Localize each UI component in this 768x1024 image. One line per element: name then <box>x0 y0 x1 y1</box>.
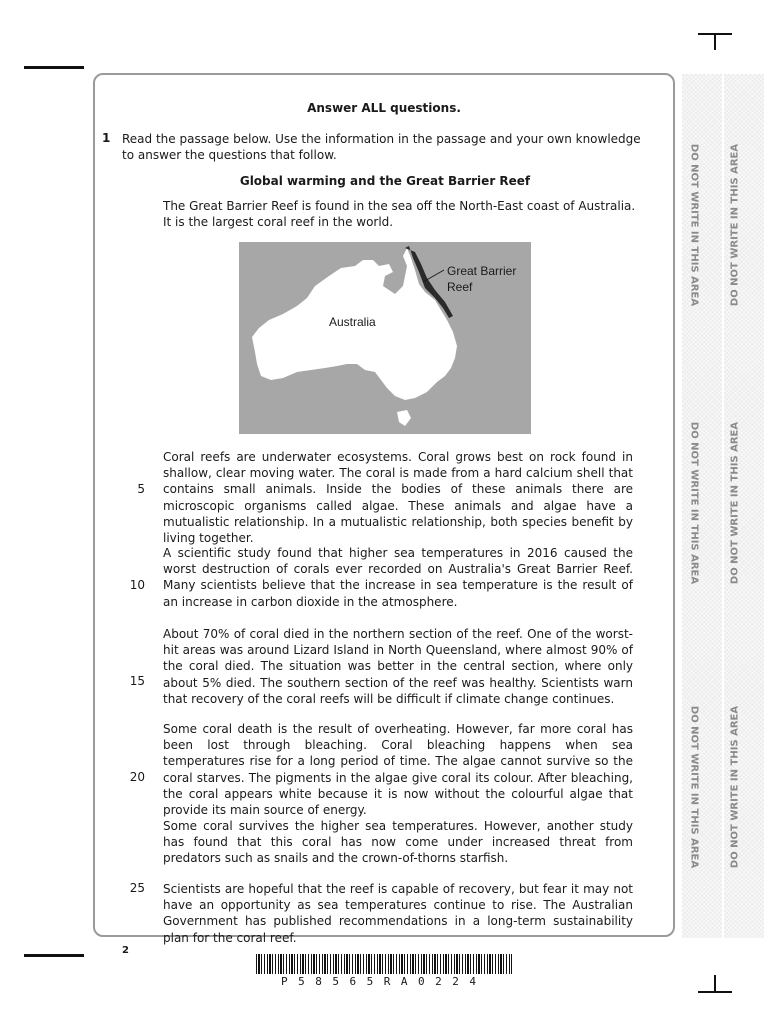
margin-warning-2b: DO NOT WRITE IN THIS AREA <box>729 421 741 585</box>
line-number-25: 25 <box>129 881 145 895</box>
line-number-10: 10 <box>129 578 145 592</box>
instruction-heading: Answer ALL questions. <box>307 101 461 115</box>
paragraph-1: Coral reefs are underwater ecosystems. Coral grows best on rock found in shallow, clear moving water. The coral is made from a hard calcium shell that contains small animals. Inside the bodies of these animals there are microscopic organisms called algae. These animals and algae have a mutualistic relationship. In a mutualistic relationship, both species benefit by living together. <box>163 450 633 546</box>
page-number: 2 <box>122 945 129 956</box>
passage-opening-line-2: It is the largest coral reef in the world. <box>163 215 394 229</box>
paragraph-4: Some coral death is the result of overheating. However, far more coral has been lost through bleaching. Coral bleaching happens when sea temperatures rise for a long period of time. The algae cannot survive so the coral starves. The pigments in the algae give coral its colour. After bleaching, the coral appears white because it is now without the colourful algae that provide its main source of energy. <box>163 722 633 818</box>
map-label-reef-line-1: Great Barrier <box>447 264 517 278</box>
margin-warning-3b: DO NOT WRITE IN THIS AREA <box>729 705 741 869</box>
barcode-number: P58565RA0224 <box>281 975 487 988</box>
paragraph-6: Scientists are hopeful that the reef is capable of recovery, but fear it may not have an opportunity as sea temperatures continue to rise. The Australian Government has published recommendations in a long-term sustainability plan for the coral reef. <box>163 882 633 945</box>
australia-map <box>239 242 531 434</box>
question-intro-line-2: to answer the questions that follow. <box>122 148 337 162</box>
paragraph-3: About 70% of coral died in the northern section of the reef. One of the worst-hit areas was around Lizard Island in North Queensland, where almost 90% of the coral died. The situation was better in the central section, where only about 5% died. The southern section of the reef was healthy. Scientists warn that recovery of the coral reefs will be difficult if climate change continues. <box>163 627 633 706</box>
crop-mark-top-right-v <box>714 33 716 50</box>
margin-warning-1b: DO NOT WRITE IN THIS AREA <box>729 143 741 307</box>
margin-warning-1a: DO NOT WRITE IN THIS AREA <box>688 143 700 307</box>
barcode <box>256 954 512 974</box>
crop-mark-top-left <box>24 66 84 69</box>
question-number: 1 <box>102 131 111 145</box>
line-number-5: 5 <box>137 482 145 496</box>
question-intro-line-1: Read the passage below. Use the information in the passage and your own knowledge <box>122 132 641 146</box>
crop-mark-bottom-right-v <box>714 975 716 992</box>
crop-mark-bottom-left <box>24 954 84 957</box>
margin-warning-3a: DO NOT WRITE IN THIS AREA <box>688 705 700 869</box>
line-number-20: 20 <box>129 770 145 784</box>
paragraph-2: A scientific study found that higher sea temperatures in 2016 caused the worst destruction of corals ever recorded on Australia's Great Barrier Reef. Many scientists believe that the increase in sea temperature is the result of an increase in carbon dioxide in the atmosphere. <box>163 546 633 609</box>
map-label-reef-line-2: Reef <box>447 280 473 294</box>
passage-opening-line-1: The Great Barrier Reef is found in the sea off the North-East coast of Australia. <box>163 199 636 213</box>
map-label-australia: Australia <box>329 315 376 329</box>
line-number-15: 15 <box>129 674 145 688</box>
margin-warning-2a: DO NOT WRITE IN THIS AREA <box>688 421 700 585</box>
passage-title: Global warming and the Great Barrier Reef <box>239 174 531 188</box>
paragraph-5: Some coral survives the higher sea temperatures. However, another study has found that this coral has now come under increased threat from predators such as snails and the crown-of-thorns starfish. <box>163 819 633 866</box>
